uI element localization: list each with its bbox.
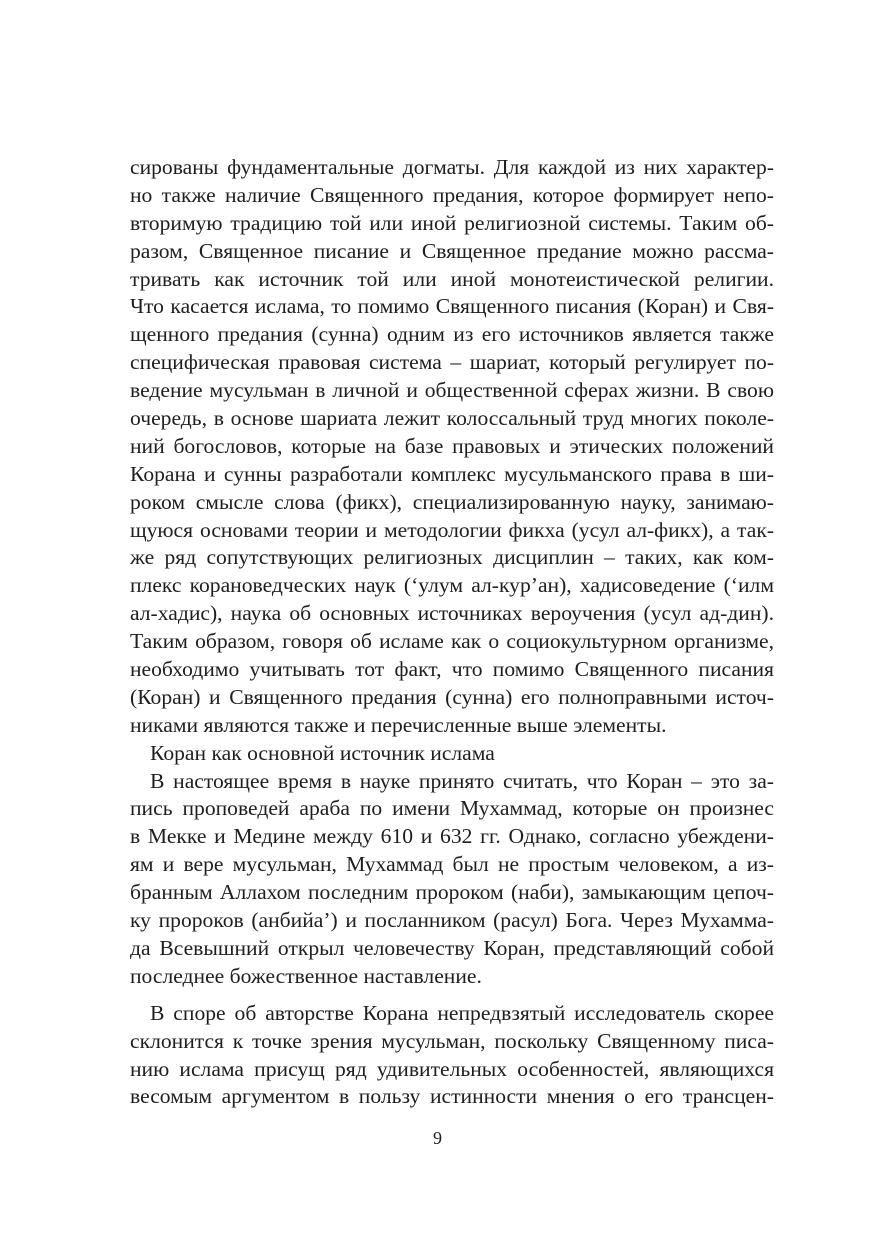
text-line: склонится к точке зрения мусульман, поскольку Священному писа-: [130, 1028, 774, 1053]
text-line: В споре об авторстве Корана непредвзятый исследователь скорее: [150, 1000, 774, 1025]
section-heading: Коран как основной источник ислама: [150, 740, 495, 765]
text-line: плекс корановедческих наук (‘улум ал-кур’ан), хадисоведение (‘илм: [130, 573, 774, 598]
text-line: ку пророков (анбийа’) и посланником (расул) Бога. Через Мухамма-: [130, 908, 774, 933]
paragraph-2: [130, 768, 774, 991]
text-line: щенного предания (сунна) одним из его источников является также: [130, 322, 774, 347]
text-line: щуюся основами теории и методологии фикха (усул ал-фикх), а так-: [130, 517, 774, 542]
text-line: вторимую традицию той или иной религиозной системы. Таким об-: [130, 210, 774, 235]
text-line: же ряд сопутствующих религиозных дисциплин – таких, как ком-: [130, 545, 774, 570]
text-line: тривать как источник той или иной монотеистической религии.: [130, 266, 774, 291]
text-line: но также наличие Священного предания, которое формирует непо-: [130, 182, 774, 207]
page-number: 9: [433, 1128, 442, 1148]
text-line: в Мекке и Медине между 610 и 632 гг. Однако, согласно убеждени-: [130, 824, 774, 849]
text-line: сированы фундаментальные догматы. Для каждой из них характер-: [130, 155, 774, 179]
paragraph-gap: [130, 991, 774, 1000]
paragraph-3: [130, 1000, 774, 1112]
text-line: специфическая правовая система – шариат, который регулирует по-: [130, 350, 774, 375]
text-line: В настоящее время в науке принято считать, что Коран – это за-: [150, 768, 774, 793]
text-line: ям и вере мусульман, Мухаммад был не простым человеком, а из-: [130, 852, 774, 877]
text-line: никами являются также и перечисленные выше элементы.: [130, 712, 667, 737]
text-line: бранным Аллахом последним пророком (наби), замыкающим цепоч-: [130, 880, 774, 905]
text-line: ний богословов, которые на базе правовых и этических положений: [130, 433, 774, 458]
page-body: [130, 154, 774, 1111]
text-line: роком смысле слова (фикх), специализированную науку, занимаю-: [130, 489, 774, 514]
text-line: Таким образом, говоря об исламе как о социокультурном организме,: [130, 629, 774, 654]
text-line: (Коран) и Священного предания (сунна) его полноправными источ-: [130, 684, 774, 709]
text-line: очередь, в основе шариата лежит колоссальный труд многих поколе-: [130, 406, 774, 431]
text-line: необходимо учитывать тот факт, что помимо Священного писания: [130, 657, 774, 682]
text-line: ведение мусульман в личной и общественной сферах жизни. В свою: [130, 378, 774, 403]
paragraph-1: [130, 154, 774, 740]
text-line: да Всевышний открыл человечеству Коран, представляющий собой: [130, 935, 774, 960]
text-line: ал-хадис), наука об основных источниках вероучения (усул ад-дин).: [130, 601, 774, 626]
text-line: Что касается ислама, то помимо Священного писания (Коран) и Свя-: [130, 294, 774, 319]
text-line: последнее божественное наставление.: [130, 963, 482, 988]
text-line: нию ислама присущ ряд удивительных особенностей, являющихся: [130, 1056, 774, 1081]
text-line: разом, Священное писание и Священное предание можно рассма-: [130, 238, 774, 263]
text-line: Корана и сунны разработали комплекс мусульманского права в ши-: [130, 461, 774, 486]
text-line: весомым аргументом в пользу истинности мнения о его трансцен-: [130, 1084, 774, 1109]
text-line: пись проповедей араба по имени Мухаммад, которые он произнес: [130, 796, 774, 821]
